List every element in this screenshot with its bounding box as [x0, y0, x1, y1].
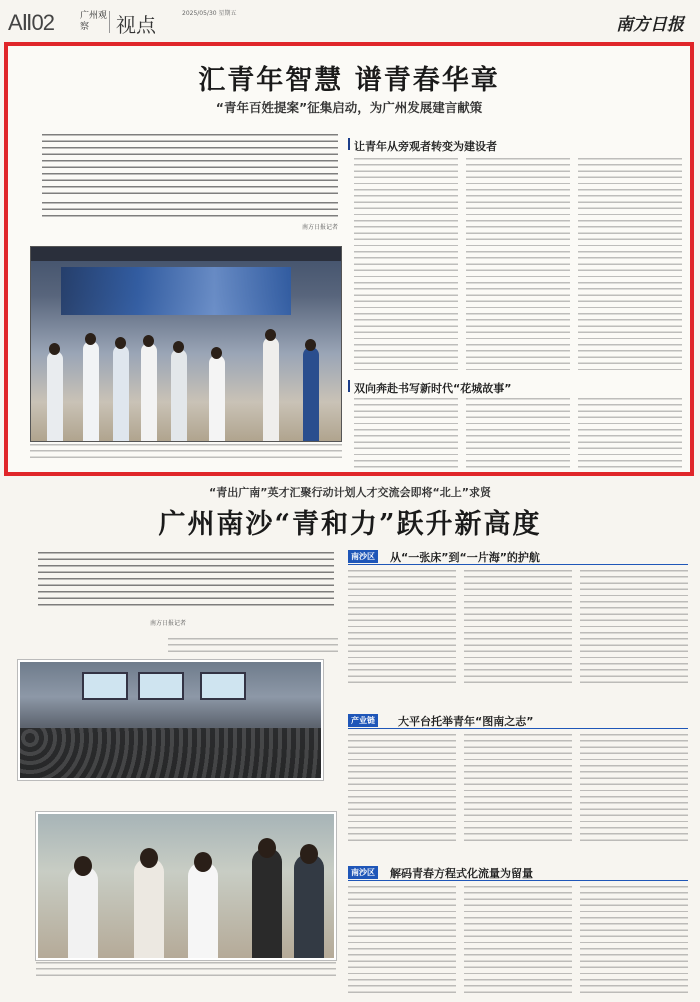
- photo-screen: [82, 672, 128, 700]
- story2-photo-forum: [18, 660, 323, 780]
- page-number: AⅡ02: [8, 10, 54, 35]
- story1-intro-text: [42, 134, 338, 198]
- story2-photo1-caption: [168, 638, 338, 654]
- photo-head: [173, 341, 184, 353]
- section-name: 视点: [116, 13, 156, 37]
- section-rule: [348, 380, 350, 392]
- photo-person: [294, 854, 324, 958]
- photo-head: [300, 844, 318, 864]
- photo-head: [305, 339, 316, 351]
- story1-col3-text: [578, 158, 682, 372]
- story2-byline: 南方日报记者: [150, 620, 187, 627]
- story1-col2-text: [466, 158, 570, 372]
- story2-headline: 广州南沙“青和力”跃升新高度: [158, 509, 542, 540]
- photo-person: [209, 355, 225, 441]
- photo-screen: [200, 672, 246, 700]
- photo-screen: [61, 267, 291, 315]
- story2-s2-col3: [580, 734, 688, 842]
- photo-person: [188, 862, 218, 958]
- photo-audience: [20, 728, 321, 778]
- photo-head: [140, 848, 158, 868]
- photo-head: [85, 333, 96, 345]
- photo-person: [171, 349, 187, 441]
- story1-headline: 汇青年智慧 谱青春华章: [198, 65, 500, 96]
- photo-person: [134, 858, 164, 958]
- photo-screen: [138, 672, 184, 700]
- photo-person: [303, 347, 319, 441]
- section-rule: [348, 880, 688, 881]
- photo-person: [47, 351, 63, 441]
- photo-person: [83, 341, 99, 441]
- story1-subheadline: “青年百姓提案”征集启动，为广州发展建言献策: [215, 100, 483, 115]
- story2-s2-col2: [464, 734, 572, 842]
- photo-head: [265, 329, 276, 341]
- section-tag: 产业链: [348, 714, 378, 727]
- photo-head: [143, 335, 154, 347]
- story1-photo: [30, 246, 342, 442]
- story1-section-a-title: 让青年从旁观者转变为建设者: [354, 140, 497, 153]
- story2-photo2-caption: [36, 962, 336, 976]
- section-tag: 南沙区: [348, 550, 378, 563]
- story2-s3-col1: [348, 886, 456, 994]
- story2-s1-col3: [580, 570, 688, 688]
- photo-head: [194, 852, 212, 872]
- story1-col2-text-b: [466, 398, 570, 468]
- story2-section-2-title: 大平台托举青年“图南之志”: [398, 715, 534, 728]
- section-rule: [348, 728, 688, 729]
- edition-label: 广州观察: [80, 11, 110, 33]
- photo-person: [113, 345, 129, 441]
- story2-s2-col1: [348, 734, 456, 842]
- photo-person: [68, 866, 98, 958]
- section-rule: [348, 564, 688, 565]
- masthead: [6, 4, 694, 38]
- story2-s1-col2: [464, 570, 572, 688]
- story2-s3-col2: [464, 886, 572, 994]
- photo-ceiling: [31, 247, 341, 261]
- story1-byline: 南方日报记者: [301, 224, 338, 231]
- newspaper-logo: 南方日报: [616, 15, 684, 35]
- section-tag: 南沙区: [348, 866, 378, 879]
- photo-person: [141, 343, 157, 441]
- photo-head: [258, 838, 276, 858]
- section-rule: [348, 138, 350, 150]
- photo-head: [49, 343, 60, 355]
- story2-section-1-title: 从“一张床”到“一片海”的护航: [390, 551, 540, 564]
- story2-kicker: “青出广南”英才汇聚行动计划人才交流会即将“北上”求贤: [209, 486, 491, 499]
- story1-col3-text-b: [578, 398, 682, 468]
- photo-head: [115, 337, 126, 349]
- story2-intro-text: [38, 552, 334, 610]
- highlighted-story-frame: [4, 42, 694, 476]
- photo-person: [252, 848, 282, 958]
- story2-photo-booth: [36, 812, 336, 960]
- story1-col1-text-b: [354, 398, 458, 468]
- story1-section-b-title: 双向奔赴书写新时代“花城故事”: [354, 382, 512, 395]
- story2-s3-col3: [580, 886, 688, 994]
- photo-head: [211, 347, 222, 359]
- story1-col1-text: [354, 158, 458, 372]
- story1-photo-caption: [30, 444, 342, 460]
- photo-person: [263, 337, 279, 441]
- story2-section-3-title: 解码青春方程式化流量为留量: [390, 867, 533, 880]
- masthead-meta: 2025/05/30 星期五: [182, 10, 237, 17]
- photo-head: [74, 856, 92, 876]
- story1-intro-text-2: [42, 202, 338, 220]
- story2-s1-col1: [348, 570, 456, 688]
